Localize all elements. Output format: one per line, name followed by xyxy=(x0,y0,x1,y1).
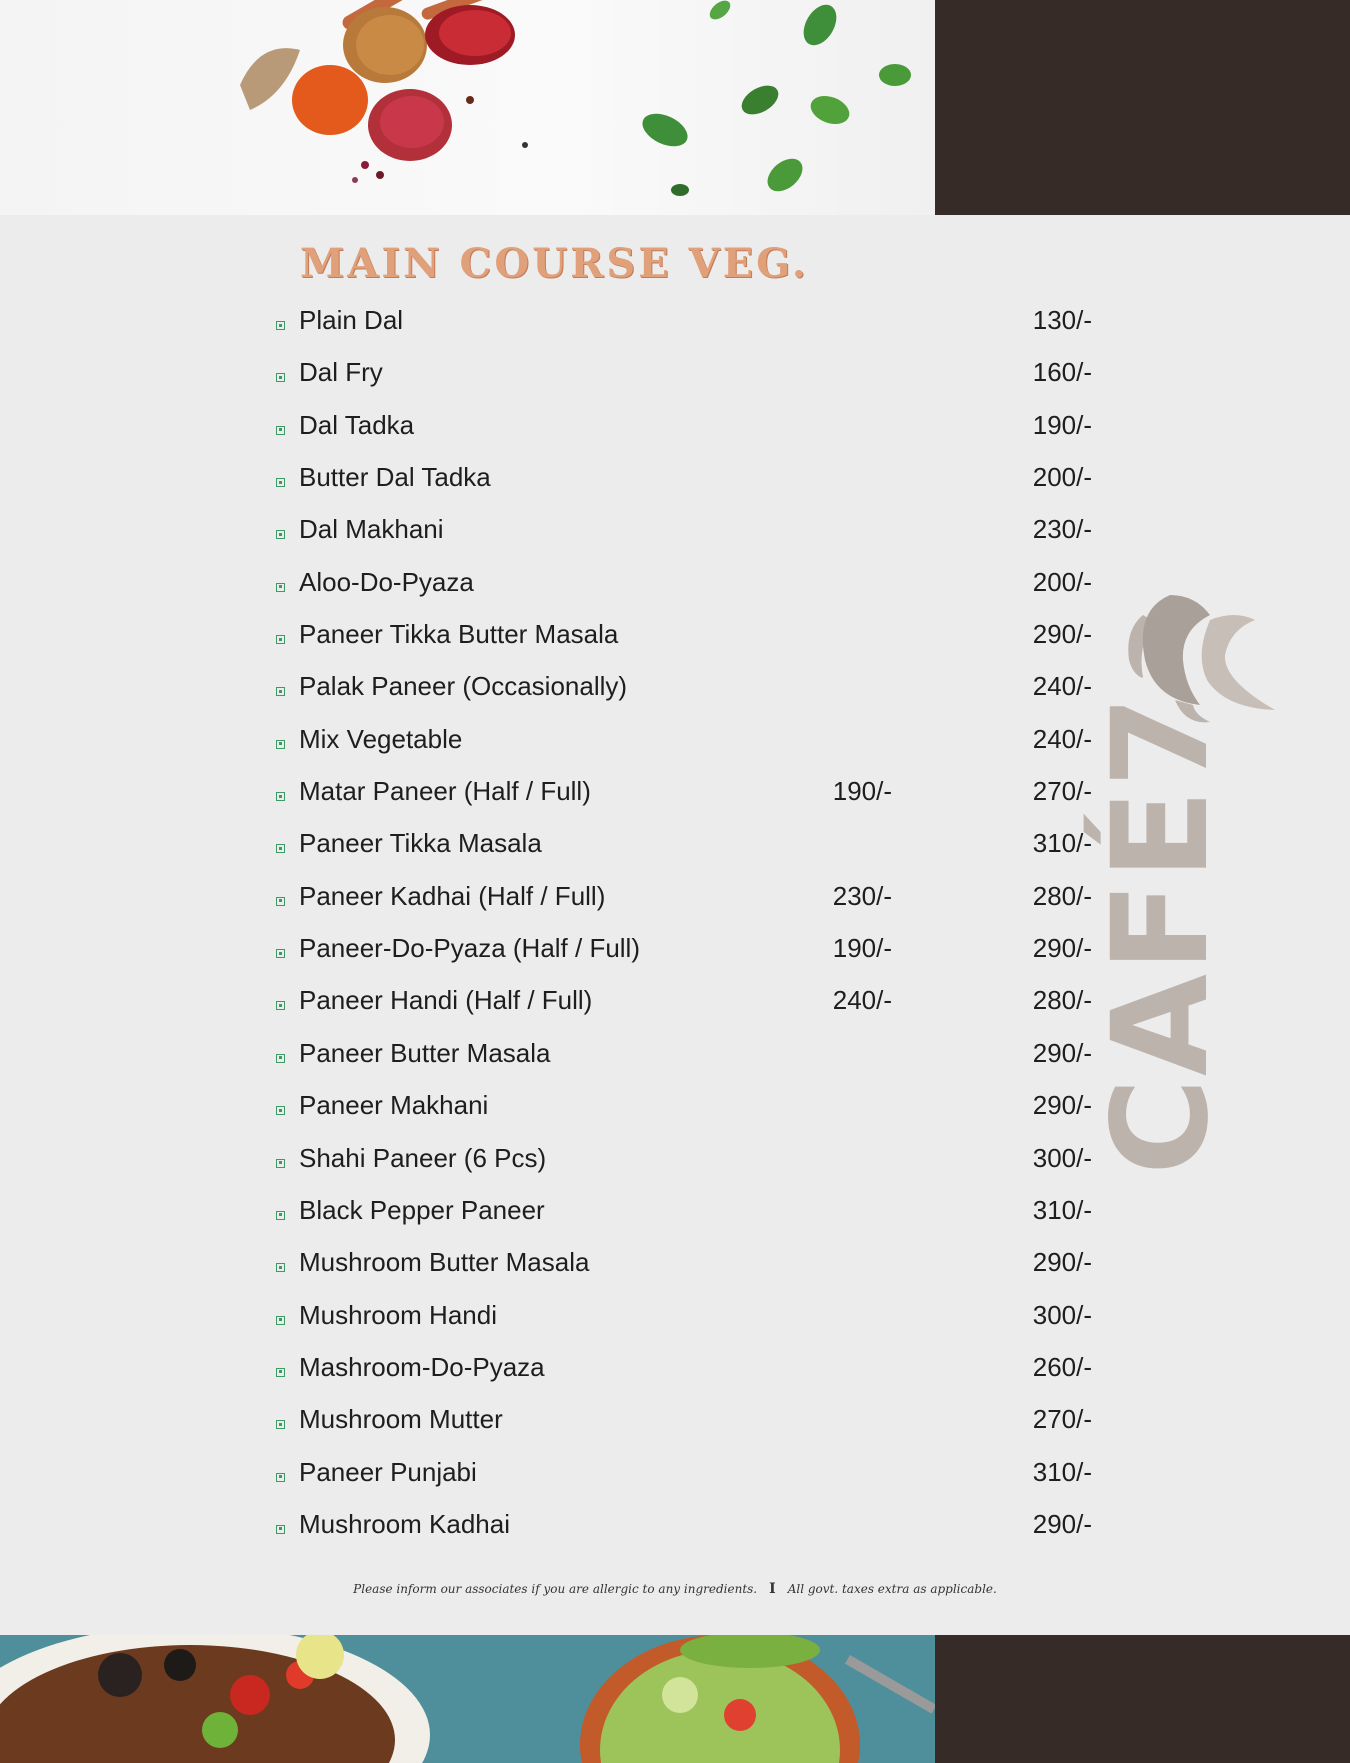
item-half-price: 230/- xyxy=(832,880,892,911)
spices-photo xyxy=(0,0,935,215)
item-name: Dal Tadka xyxy=(299,409,415,440)
menu-row xyxy=(272,514,1092,566)
tax-note: All govt. taxes extra as applicable. xyxy=(787,1582,997,1596)
item-name: Palak Paneer (Occasionally) xyxy=(299,671,628,702)
menu-row xyxy=(272,1300,1092,1352)
menu-row xyxy=(272,1457,1092,1509)
item-price: 190/- xyxy=(1032,409,1092,440)
item-price: 290/- xyxy=(1032,1090,1092,1121)
bullet-icon xyxy=(276,687,285,696)
menu-row xyxy=(272,933,1092,985)
item-name: Mashroom-Do-Pyaza xyxy=(299,1351,545,1382)
bullet-icon xyxy=(276,1106,285,1115)
menu-row xyxy=(272,1195,1092,1247)
item-name: Mix Vegetable xyxy=(299,723,463,754)
item-price: 160/- xyxy=(1032,357,1092,388)
bullet-icon xyxy=(276,426,285,435)
item-name: Paneer Punjabi xyxy=(299,1456,477,1487)
footnote-separator: I xyxy=(769,1581,776,1597)
bullet-icon xyxy=(276,1368,285,1377)
bullet-icon xyxy=(276,1263,285,1272)
menu-row xyxy=(272,881,1092,933)
salad-photo xyxy=(0,1635,935,1763)
item-name: Mushroom Mutter xyxy=(299,1404,503,1435)
spices-illustration xyxy=(0,0,935,215)
item-price: 310/- xyxy=(1032,1194,1092,1225)
item-name: Paneer-Do-Pyaza (Half / Full) xyxy=(299,933,640,964)
item-name: Paneer Butter Masala xyxy=(299,1037,551,1068)
menu-row xyxy=(272,619,1092,671)
item-price: 300/- xyxy=(1032,1142,1092,1173)
item-price: 240/- xyxy=(1032,723,1092,754)
bullet-icon xyxy=(276,949,285,958)
bullet-icon xyxy=(276,1420,285,1429)
bullet-icon xyxy=(276,583,285,592)
item-price: 200/- xyxy=(1032,462,1092,493)
salad-illustration xyxy=(0,1635,935,1763)
item-price: 290/- xyxy=(1032,1508,1092,1539)
bullet-icon xyxy=(276,635,285,644)
bullet-icon xyxy=(276,897,285,906)
item-name: Paneer Kadhai (Half / Full) xyxy=(299,880,606,911)
bullet-icon xyxy=(276,1473,285,1482)
menu-row xyxy=(272,671,1092,723)
item-name: Matar Paneer (Half / Full) xyxy=(299,776,591,807)
item-half-price: 190/- xyxy=(832,933,892,964)
bottom-banner xyxy=(0,1635,1350,1763)
item-name: Plain Dal xyxy=(299,305,404,335)
menu-row xyxy=(272,1352,1092,1404)
item-price: 300/- xyxy=(1032,1299,1092,1330)
bullet-icon xyxy=(276,478,285,487)
item-half-price: 240/- xyxy=(832,985,892,1016)
item-price: 290/- xyxy=(1032,933,1092,964)
item-name: Butter Dal Tadka xyxy=(299,462,491,493)
bullet-icon xyxy=(276,1159,285,1168)
section-title: MAIN COURSE VEG. xyxy=(300,240,809,287)
item-name: Aloo-Do-Pyaza xyxy=(299,566,474,597)
menu-row xyxy=(272,1038,1092,1090)
item-name: Shahi Paneer (6 Pcs) xyxy=(299,1142,547,1173)
menu-row xyxy=(272,567,1092,619)
item-price: 230/- xyxy=(1032,514,1092,545)
item-name: Dal Fry xyxy=(299,357,383,388)
bullet-icon xyxy=(276,1525,285,1534)
menu-row xyxy=(272,1509,1092,1561)
menu-row xyxy=(272,985,1092,1037)
item-price: 270/- xyxy=(1032,1404,1092,1435)
item-price: 240/- xyxy=(1032,671,1092,702)
bullet-icon xyxy=(276,740,285,749)
allergy-note: Please inform our associates if you are allergic to any ingredients. xyxy=(353,1582,758,1596)
bullet-icon xyxy=(276,792,285,801)
bullet-icon xyxy=(276,1054,285,1063)
item-price: 130/- xyxy=(1032,305,1092,335)
item-name: Black Pepper Paneer xyxy=(299,1194,545,1225)
top-banner xyxy=(0,0,1350,215)
menu-row xyxy=(272,357,1092,409)
item-name: Mushroom Butter Masala xyxy=(299,1247,590,1278)
bullet-icon xyxy=(276,530,285,539)
cafe7-logo-text: CAFÉ7 xyxy=(1084,693,1238,1175)
item-price: 290/- xyxy=(1032,619,1092,650)
item-price: 310/- xyxy=(1032,1456,1092,1487)
bullet-icon xyxy=(276,1211,285,1220)
item-name: Dal Makhani xyxy=(299,514,444,545)
item-name: Paneer Tikka Masala xyxy=(299,828,542,859)
menu-row xyxy=(272,410,1092,462)
menu-row xyxy=(272,776,1092,828)
menu-row xyxy=(272,1247,1092,1299)
item-price: 200/- xyxy=(1032,566,1092,597)
item-price: 310/- xyxy=(1032,828,1092,859)
bullet-icon xyxy=(276,373,285,382)
item-name: Paneer Makhani xyxy=(299,1090,489,1121)
item-price: 260/- xyxy=(1032,1351,1092,1382)
bullet-icon xyxy=(276,321,285,330)
bullet-icon xyxy=(276,1001,285,1010)
menu-row xyxy=(272,1404,1092,1456)
item-price: 280/- xyxy=(1032,985,1092,1016)
item-name: Mushroom Kadhai xyxy=(299,1508,510,1539)
item-name: Paneer Handi (Half / Full) xyxy=(299,985,593,1016)
item-price: 270/- xyxy=(1032,776,1092,807)
bullet-icon xyxy=(276,844,285,853)
top-dark-panel xyxy=(935,0,1350,215)
bottom-dark-panel xyxy=(935,1635,1350,1763)
item-price: 290/- xyxy=(1032,1247,1092,1278)
item-name: Mushroom Handi xyxy=(299,1299,497,1330)
item-name: Paneer Tikka Butter Masala xyxy=(299,619,619,650)
menu-row xyxy=(272,1090,1092,1142)
menu-row xyxy=(272,724,1092,776)
bullet-icon xyxy=(276,1316,285,1325)
menu-row xyxy=(272,305,1092,357)
footnote xyxy=(0,1581,1350,1597)
menu-list xyxy=(272,305,1092,1561)
item-price: 290/- xyxy=(1032,1037,1092,1068)
item-half-price: 190/- xyxy=(832,776,892,807)
item-price: 280/- xyxy=(1032,880,1092,911)
menu-row xyxy=(272,462,1092,514)
menu-row xyxy=(272,828,1092,880)
menu-row xyxy=(272,1143,1092,1195)
